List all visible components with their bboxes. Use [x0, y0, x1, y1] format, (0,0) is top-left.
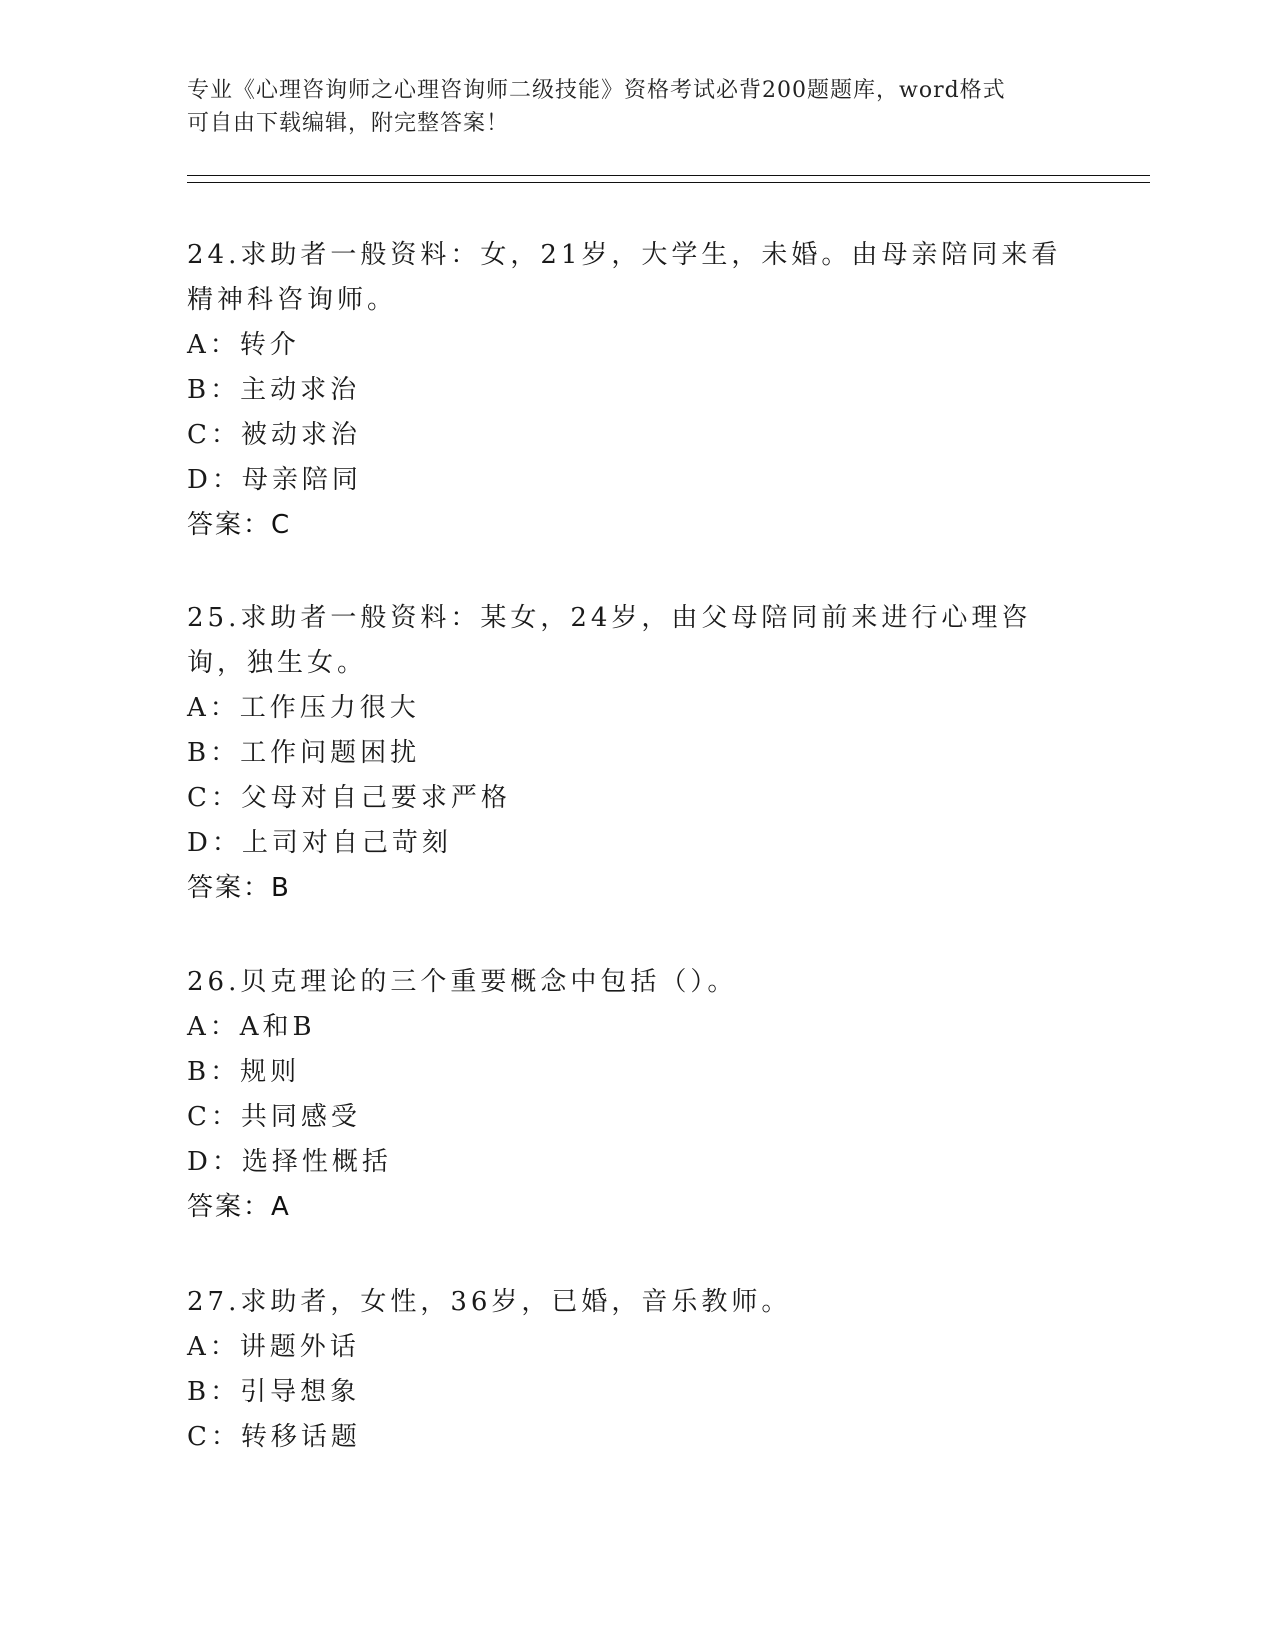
option-d: D：母亲陪同 — [187, 465, 362, 495]
option-a: A：转介 — [187, 330, 300, 360]
option-c: C：共同感受 — [187, 1102, 361, 1132]
question-27 — [187, 1280, 1087, 1460]
option-b: B：引导想象 — [187, 1377, 361, 1407]
option-d: D：选择性概括 — [187, 1147, 392, 1177]
question-text: 27.求助者，女性，36岁，已婚，音乐教师。 — [187, 1287, 792, 1317]
option-c: C：被动求治 — [187, 420, 361, 450]
option-a: A：讲题外话 — [187, 1332, 360, 1362]
document-header — [187, 74, 1067, 140]
option-d: D：上司对自己苛刻 — [187, 828, 452, 858]
option-b: B：规则 — [187, 1057, 301, 1087]
header-divider-top — [187, 175, 1150, 176]
header-line-2: 可自由下载编辑，附完整答案！ — [187, 111, 510, 136]
question-26 — [187, 960, 1087, 1230]
question-text: 24.求助者一般资料：女，21岁，大学生，未婚。由母亲陪同来看精神科咨询师。 — [187, 240, 1062, 315]
question-text: 26.贝克理论的三个重要概念中包括（）。 — [187, 967, 738, 997]
question-24 — [187, 233, 1087, 548]
header-line-1: 专业《心理咨询师之心理咨询师二级技能》资格考试必背200题题库，word格式 — [187, 78, 1006, 103]
question-25 — [187, 596, 1087, 911]
answer-label: 答案：C — [187, 510, 292, 540]
option-a: A：A和B — [187, 1012, 316, 1042]
header-divider-bottom — [187, 182, 1150, 183]
option-c: C：父母对自己要求严格 — [187, 783, 511, 813]
option-a: A：工作压力很大 — [187, 693, 420, 723]
answer-label: 答案：A — [187, 1192, 291, 1222]
option-c: C：转移话题 — [187, 1422, 361, 1452]
answer-label: 答案：B — [187, 873, 291, 903]
question-text: 25.求助者一般资料：某女，24岁，由父母陪同前来进行心理咨询，独生女。 — [187, 603, 1032, 678]
option-b: B：工作问题困扰 — [187, 738, 421, 768]
option-b: B：主动求治 — [187, 375, 361, 405]
